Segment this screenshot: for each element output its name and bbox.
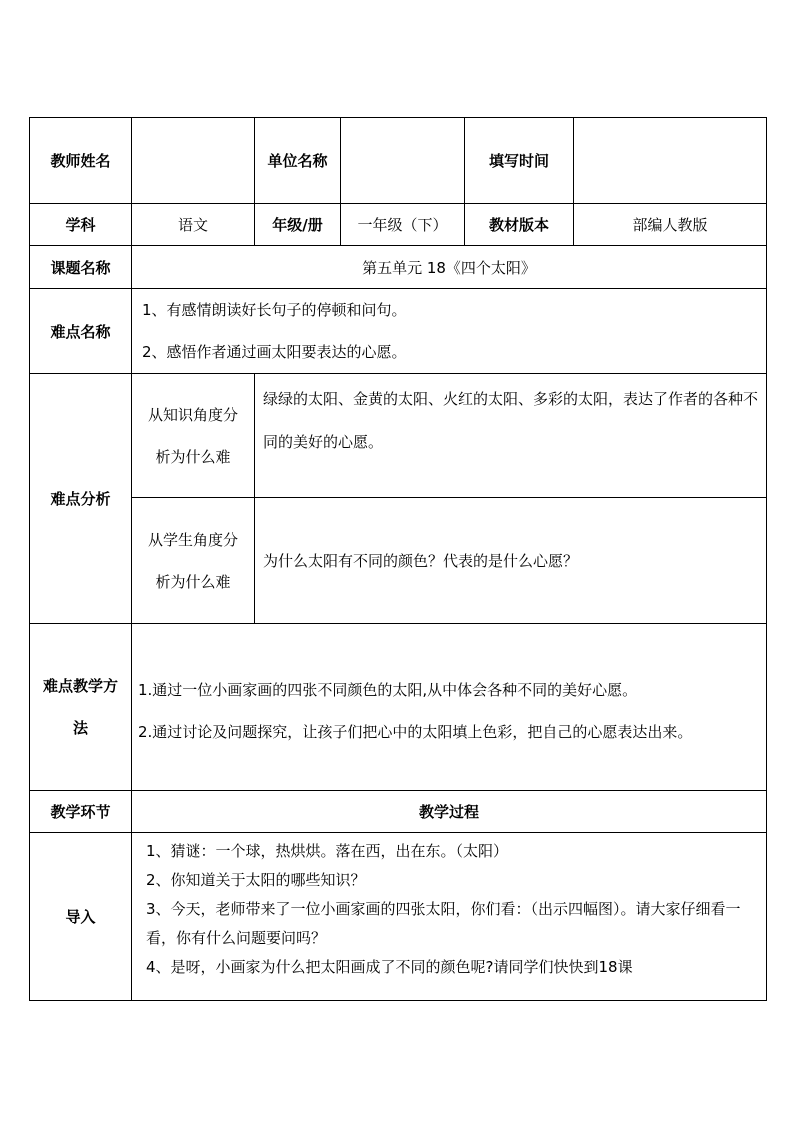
intro-item-1: 1、猜谜：一个球，热烘烘。落在西，出在东。（太阳） [146, 842, 509, 860]
difficulty-list [132, 289, 767, 374]
method-item-2: 2.通过讨论及问题探究，让孩子们把心中的太阳填上色彩，把自己的心愿表达出来。 [138, 723, 693, 741]
stage-label: 教学环节 [30, 791, 132, 833]
topic-row [30, 246, 767, 289]
difficulty-item-1: 1、有感情朗读好长句子的停顿和问句。 [142, 301, 407, 319]
difficulty-item-2: 2、感悟作者通过画太阳要表达的心愿。 [142, 343, 407, 361]
method-list [132, 624, 767, 791]
subject-row [30, 204, 767, 246]
intro-list [132, 833, 767, 1001]
unit-name-label: 单位名称 [255, 118, 341, 204]
difficulty-label: 难点名称 [30, 289, 132, 374]
method-label: 难点教学方法 [30, 624, 132, 791]
difficulty-row [30, 289, 767, 374]
teacher-name-value [132, 118, 255, 204]
method-row [30, 624, 767, 791]
process-label: 教学过程 [132, 791, 767, 833]
intro-item-3: 3、今天，老师带来了一位小画家画的四张太阳，你们看：（出示四幅图）。请大家仔细看一看，你有什么问题要问吗？ [146, 900, 741, 947]
knowledge-angle-label: 从知识角度分析为什么难 [132, 374, 255, 498]
intro-label: 导入 [30, 833, 132, 1001]
intro-item-2: 2、你知道关于太阳的哪些知识？ [146, 871, 366, 889]
intro-item-4: 4、是呀，小画家为什么把太阳画成了不同的颜色呢?请同学们快快到18课 [146, 958, 633, 976]
topic-value: 第五单元 18《四个太阳》 [132, 246, 767, 289]
subject-value: 语文 [132, 204, 255, 246]
header-row [30, 118, 767, 204]
grade-value: 一年级（下） [341, 204, 465, 246]
lesson-plan-table [29, 117, 767, 1001]
fill-time-value [574, 118, 767, 204]
textbook-value: 部编人教版 [574, 204, 767, 246]
unit-name-value [341, 118, 465, 204]
method-item-1: 1.通过一位小画家画的四张不同颜色的太阳,从中体会各种不同的美好心愿。 [138, 681, 638, 699]
student-angle-text: 为什么太阳有不同的颜色？代表的是什么心愿？ [255, 498, 767, 624]
analysis-knowledge-row [30, 374, 767, 498]
process-header-row [30, 791, 767, 833]
analysis-student-row [30, 498, 767, 624]
student-angle-label: 从学生角度分析为什么难 [132, 498, 255, 624]
intro-row [30, 833, 767, 1001]
analysis-label: 难点分析 [30, 374, 132, 624]
subject-label: 学科 [30, 204, 132, 246]
knowledge-angle-text: 绿绿的太阳、金黄的太阳、火红的太阳、多彩的太阳，表达了作者的各种不同的美好的心愿。 [255, 374, 767, 498]
grade-label: 年级/册 [255, 204, 341, 246]
topic-label: 课题名称 [30, 246, 132, 289]
teacher-name-label: 教师姓名 [30, 118, 132, 204]
textbook-label: 教材版本 [465, 204, 574, 246]
fill-time-label: 填写时间 [465, 118, 574, 204]
